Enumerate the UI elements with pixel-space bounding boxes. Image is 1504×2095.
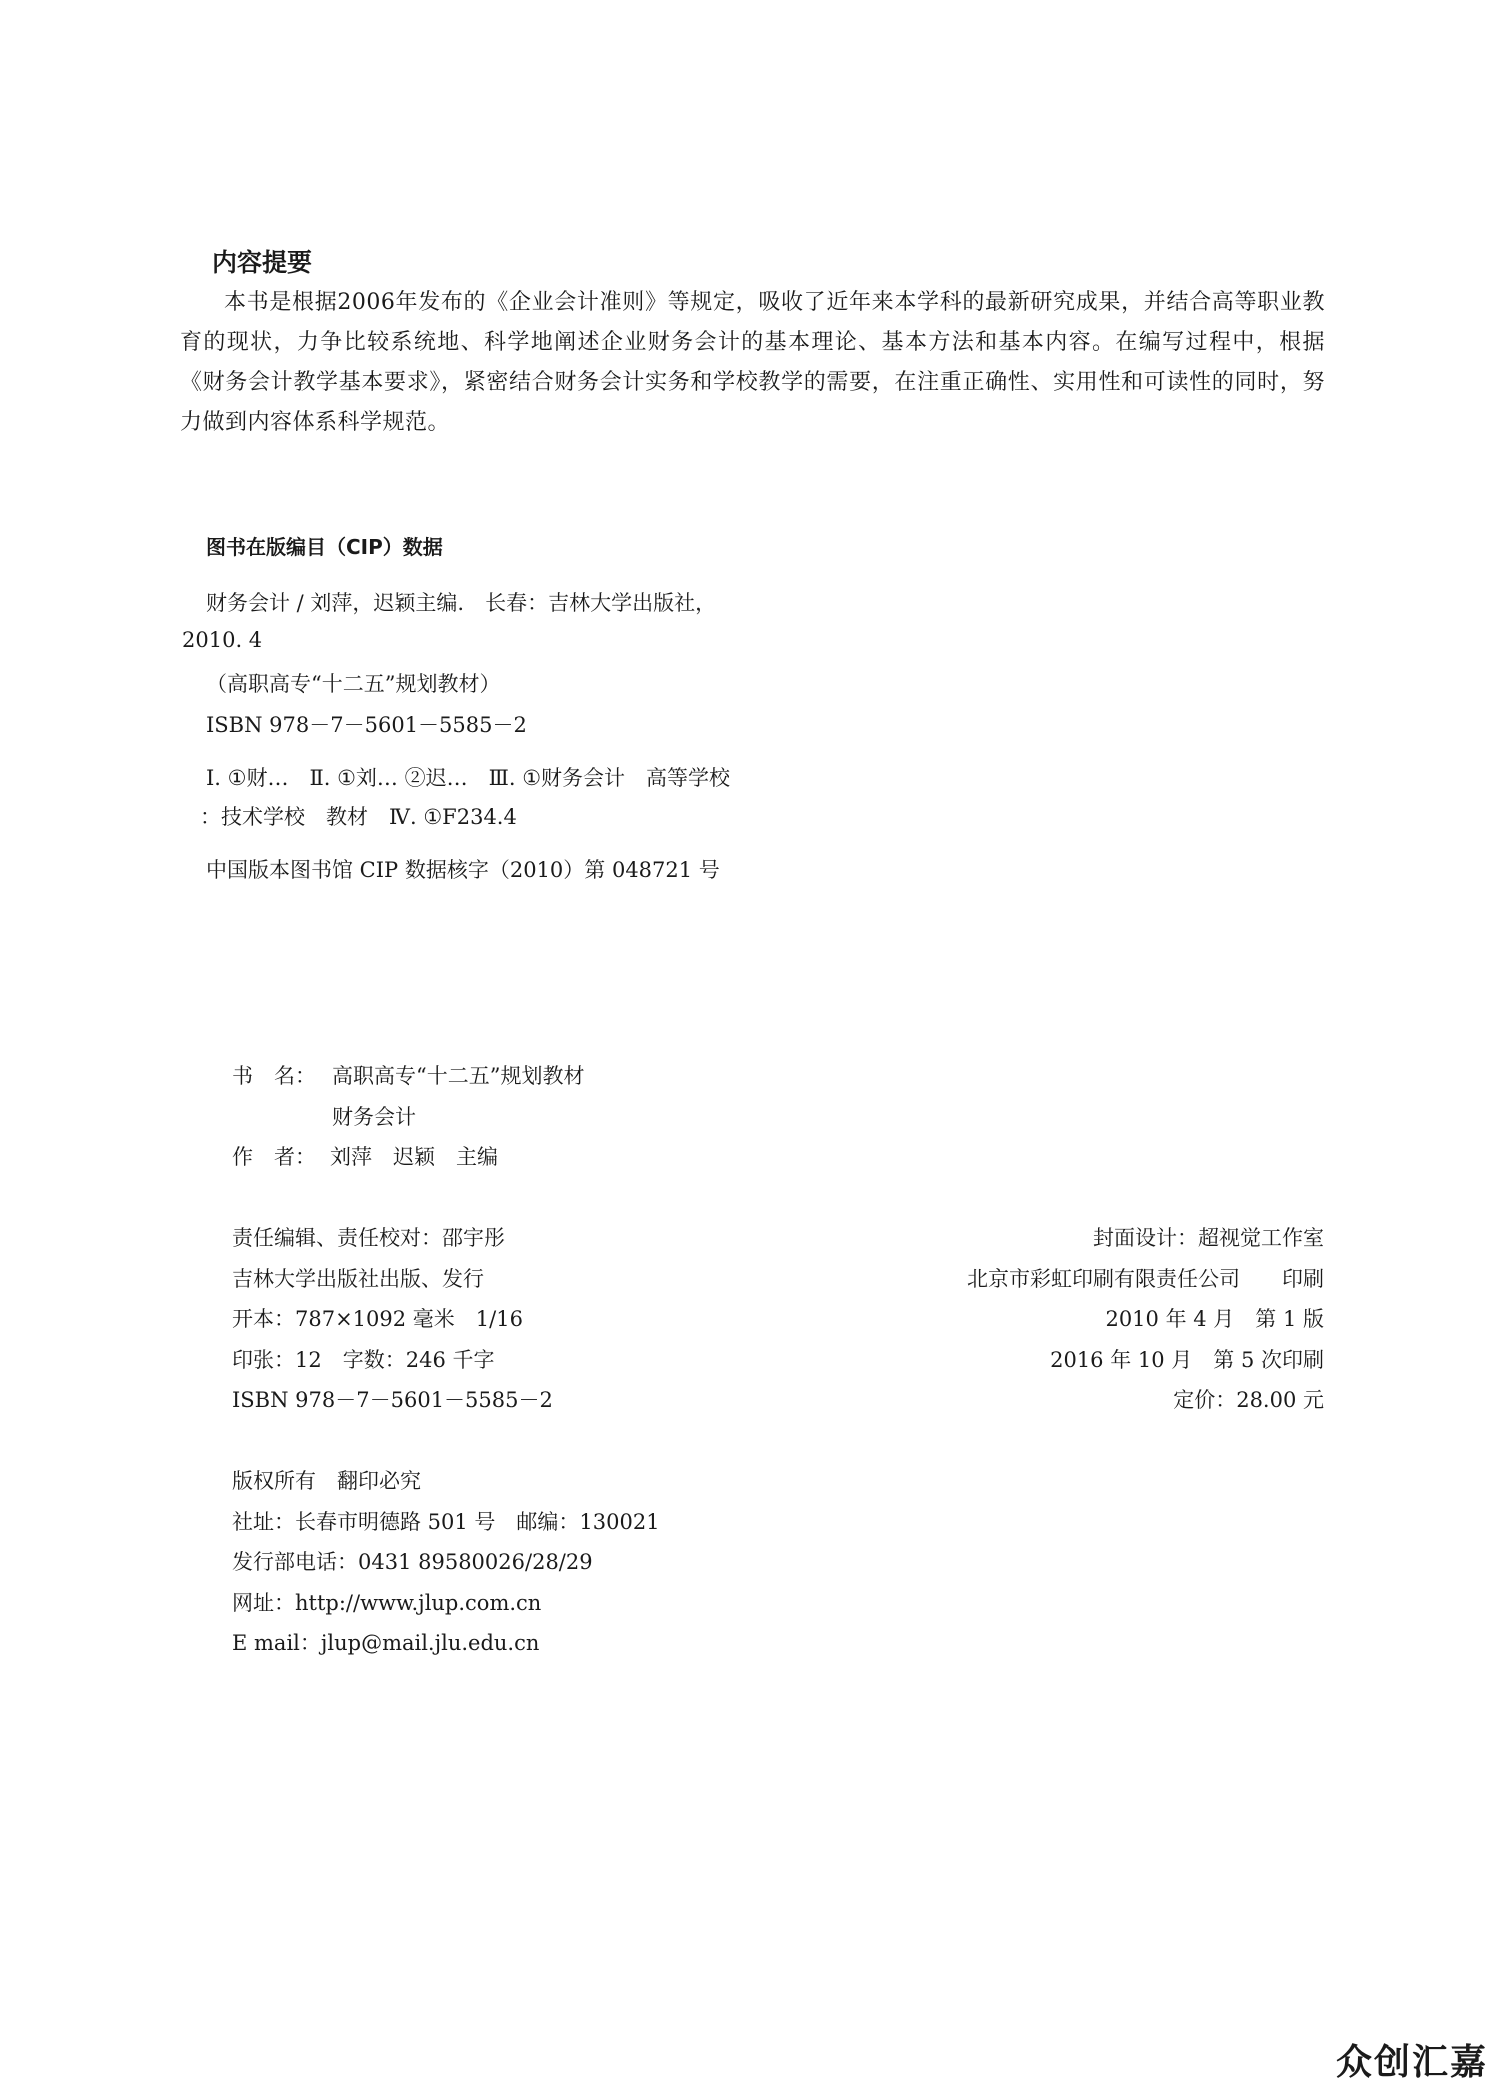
cip-heading: 图书在版编目（CIP）数据 <box>206 535 443 559</box>
cip-line-2: 2010. 4 <box>182 628 263 652</box>
pub-right-4: 2016 年 10 月 第 5 次印刷 <box>1050 1348 1324 1372</box>
pub-right-3: 2010 年 4 月 第 1 版 <box>1105 1307 1324 1331</box>
book-author-label: 作 者： <box>232 1145 316 1169</box>
pub-left-2: 吉林大学出版社出版、发行 <box>232 1267 484 1291</box>
watermark-logo: 众创汇嘉 <box>1335 2042 1488 2083</box>
pub-left-4: 印张：12 字数：246 千字 <box>232 1348 495 1372</box>
pub-left-3: 开本：787×1092 毫米 1/16 <box>232 1307 523 1331</box>
book-author-value: 刘萍 迟颖 主编 <box>330 1145 498 1169</box>
cip-line-3: （高职高专“十二五”规划教材） <box>206 672 501 696</box>
cip-line-7: 中国版本图书馆 CIP 数据核字（2010）第 048721 号 <box>206 858 720 882</box>
cip-line-4: ISBN 978－7－5601－5585－2 <box>206 713 527 737</box>
summary-heading: 内容提要 <box>212 248 313 277</box>
publisher-phone: 发行部电话：0431 89580026/28/29 <box>232 1550 593 1574</box>
pub-right-2: 北京市彩虹印刷有限责任公司 印刷 <box>967 1267 1324 1291</box>
cip-line-5: Ⅰ. ①财… Ⅱ. ①刘… ②迟… Ⅲ. ①财务会计 高等学校 <box>206 766 731 790</box>
book-title-line-1: 高职高专“十二五”规划教材 <box>332 1064 585 1088</box>
publisher-website: 网址：http://www.jlup.com.cn <box>232 1591 542 1615</box>
book-title-label: 书 名： <box>232 1064 316 1088</box>
pub-left-5: ISBN 978－7－5601－5585－2 <box>232 1388 553 1412</box>
pub-right-1: 封面设计：超视觉工作室 <box>1093 1226 1324 1250</box>
cip-line-1: 财务会计 / 刘萍，迟颖主编. 长春：吉林大学出版社， <box>206 591 717 615</box>
pub-left-1: 责任编辑、责任校对：邵宇彤 <box>232 1226 505 1250</box>
copyright-notice: 版权所有 翻印必究 <box>232 1469 421 1493</box>
book-title-line-2: 财务会计 <box>332 1105 416 1129</box>
summary-paragraph: 本书是根据2006年发布的《企业会计准则》等规定，吸收了近年来本学科的最新研究成果，并结合高等职业教育的现状，力争比较系统地、科学地阐述企业财务会计的基本理论、基本方法和基本内容。在编写过程中，根据《财务会计教学基本要求》，紧密结合财务会计实务和学校教学的需要，在注重正确性、实用性和可读性的同时，努力做到内容体系科学规范。 <box>180 290 1325 435</box>
publisher-email: E mail：jlup@mail.jlu.edu.cn <box>232 1631 540 1655</box>
cip-line-6: ：技术学校 教材 Ⅳ. ①F234.4 <box>200 805 517 829</box>
publisher-address: 社址：长春市明德路 501 号 邮编：130021 <box>232 1510 660 1534</box>
pub-right-5: 定价：28.00 元 <box>1173 1388 1324 1412</box>
